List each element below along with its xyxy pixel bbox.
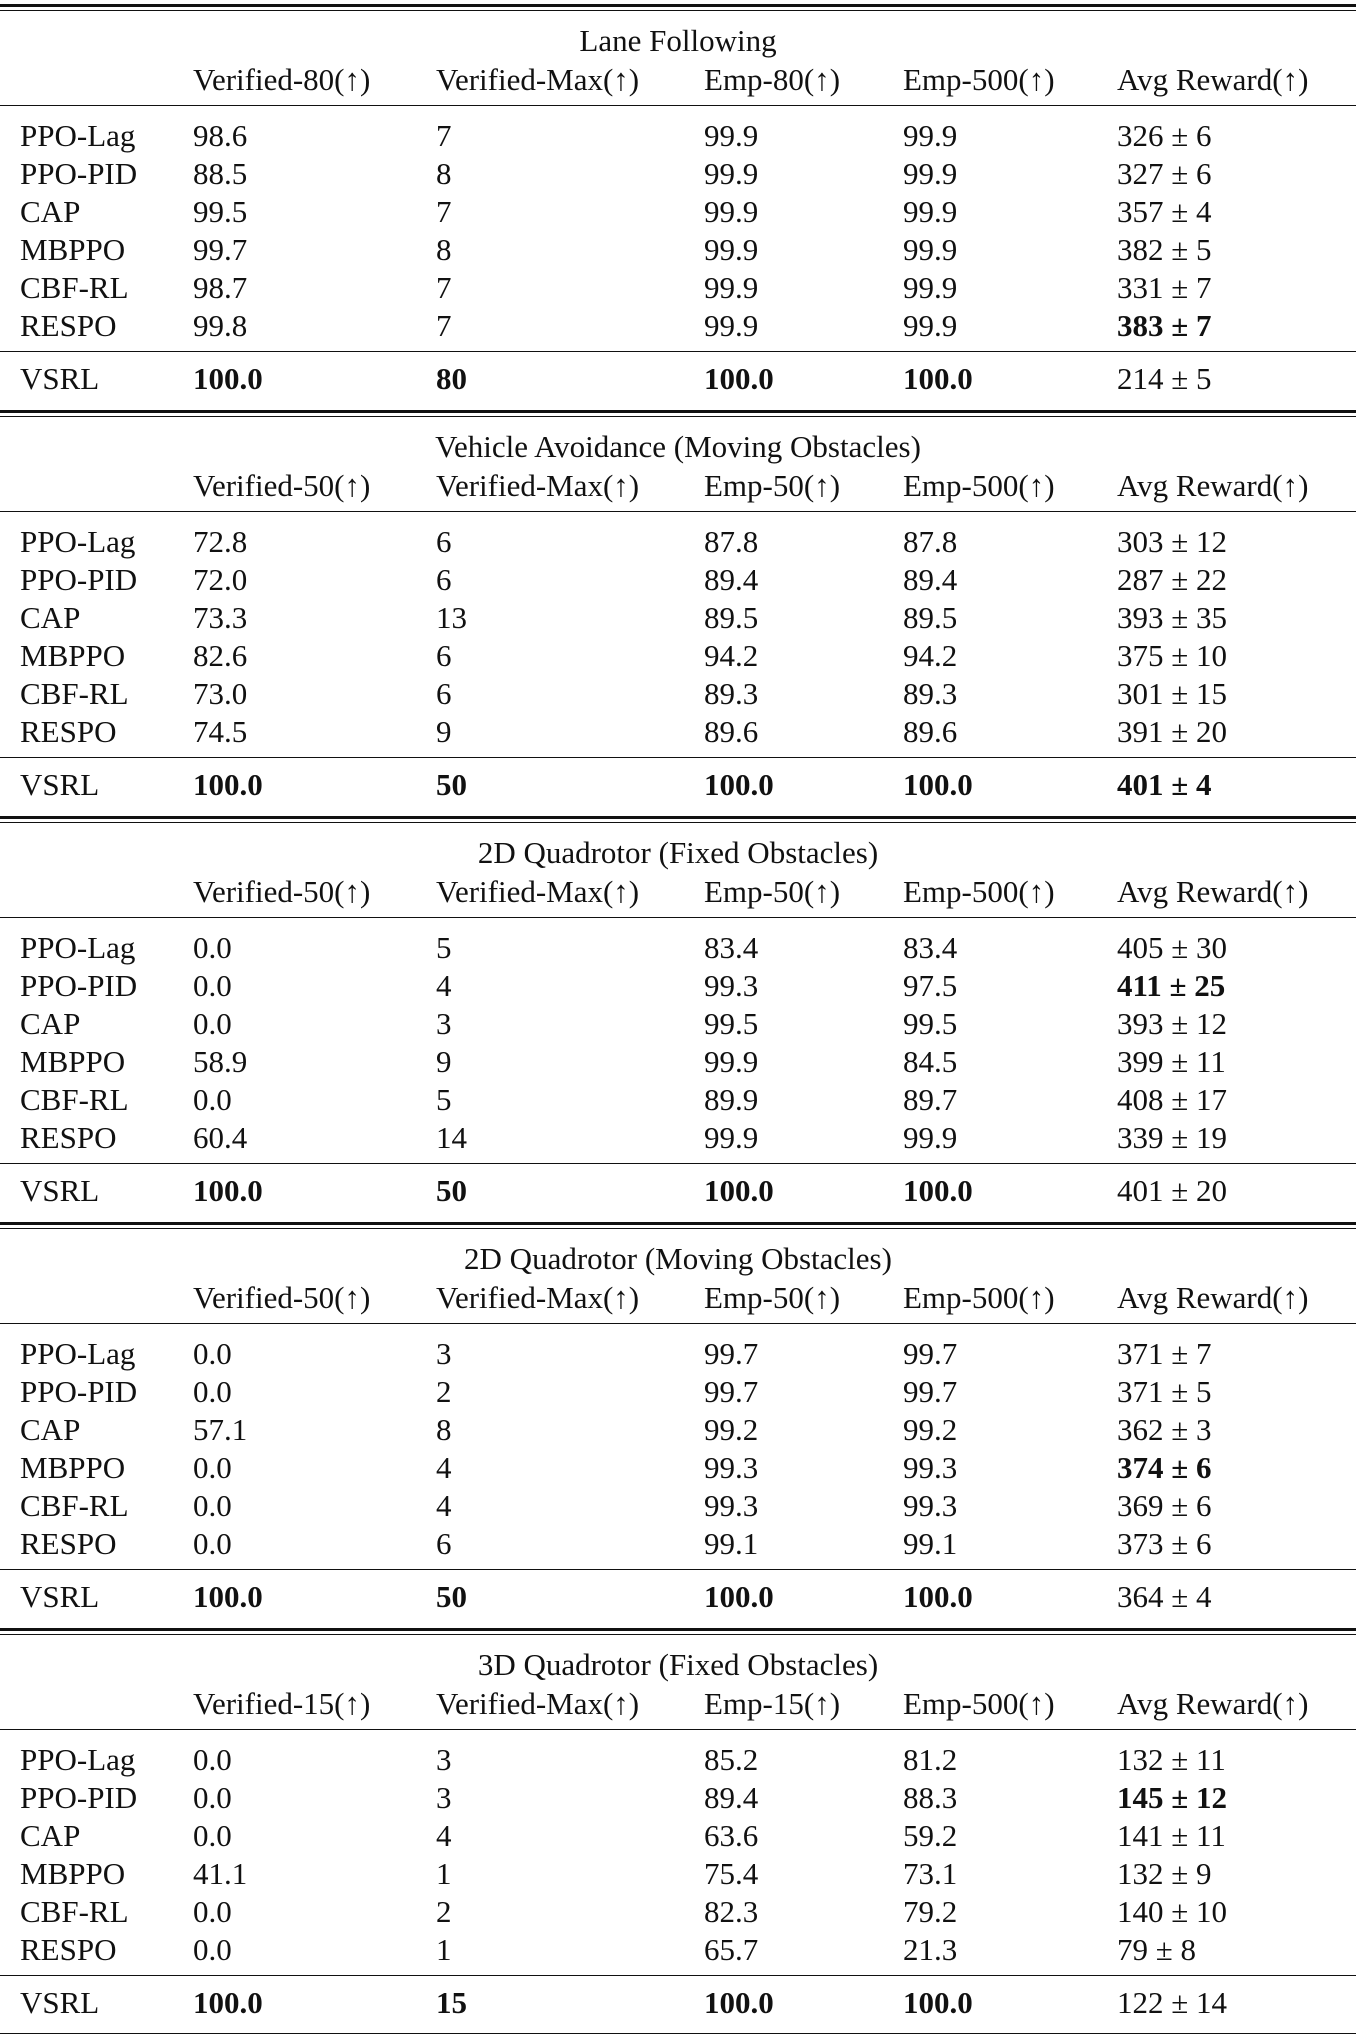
table-cell: 7 (436, 118, 452, 153)
table-cell: 0.0 (193, 1818, 232, 1853)
table-cell: 3 (436, 1780, 452, 1815)
table-cell: 99.9 (903, 118, 958, 153)
table-cell: 65.7 (704, 1932, 759, 1967)
column-header: Emp-500(↑) (903, 874, 1055, 909)
table-cell: 60.4 (193, 1120, 248, 1155)
column-header: Verified-Max(↑) (436, 62, 640, 97)
section-title: 2D Quadrotor (Fixed Obstacles) (477, 835, 879, 870)
table-cell: 100.0 (903, 1985, 973, 2020)
column-header: Avg Reward(↑) (1117, 62, 1309, 97)
table-cell: 87.8 (704, 524, 759, 559)
table-cell: 99.9 (704, 232, 759, 267)
table-cell: 369 ± 6 (1117, 1488, 1212, 1523)
table-cell: 99.5 (193, 194, 248, 229)
table-cell: 383 ± 7 (1117, 308, 1212, 343)
method-name: MBPPO (20, 1044, 126, 1079)
table-cell: 364 ± 4 (1117, 1579, 1212, 1614)
table-cell: 63.6 (704, 1818, 759, 1853)
table-cell: 8 (436, 232, 452, 267)
method-name: RESPO (20, 1932, 117, 1967)
table-cell: 0.0 (193, 930, 232, 965)
table-cell: 89.7 (903, 1082, 958, 1117)
table-cell: 0.0 (193, 1336, 232, 1371)
method-name: RESPO (20, 308, 117, 343)
section-title: 3D Quadrotor (Fixed Obstacles) (477, 1647, 879, 1682)
method-name: PPO-PID (20, 1780, 138, 1815)
table-cell: 88.5 (193, 156, 248, 191)
table-cell: 401 ± 4 (1117, 767, 1212, 802)
table-cell: 214 ± 5 (1117, 361, 1212, 396)
table-cell: 100.0 (704, 1985, 774, 2020)
table-cell: 301 ± 15 (1117, 676, 1228, 711)
table-cell: 57.1 (193, 1412, 248, 1447)
header-rule (0, 105, 1356, 106)
table-cell: 3 (436, 1336, 452, 1371)
table-cell: 99.9 (903, 1120, 958, 1155)
table-cell: 339 ± 19 (1117, 1120, 1228, 1155)
table-cell: 141 ± 11 (1117, 1818, 1226, 1853)
table-cell: 99.1 (704, 1526, 759, 1561)
table-cell: 99.8 (193, 308, 248, 343)
table-cell: 100.0 (903, 767, 973, 802)
column-header: Verified-80(↑) (193, 62, 371, 97)
column-header: Avg Reward(↑) (1117, 1686, 1309, 1721)
table-cell: 81.2 (903, 1742, 958, 1777)
column-header: Verified-Max(↑) (436, 874, 640, 909)
section-top-rule (0, 1222, 1356, 1225)
table-cell: 6 (436, 1526, 452, 1561)
table-cell: 89.5 (903, 600, 958, 635)
table-cell: 326 ± 6 (1117, 118, 1212, 153)
table-cell: 391 ± 20 (1117, 714, 1228, 749)
table-cell: 13 (436, 600, 467, 635)
table-cell: 100.0 (903, 1579, 973, 1614)
table-cell: 8 (436, 156, 452, 191)
table-cell: 58.9 (193, 1044, 248, 1079)
table-cell: 15 (436, 1985, 467, 2020)
table-cell: 98.7 (193, 270, 248, 305)
table-cell: 132 ± 9 (1117, 1856, 1212, 1891)
table-cell: 100.0 (193, 361, 263, 396)
method-name: MBPPO (20, 1856, 126, 1891)
table-cell: 145 ± 12 (1117, 1780, 1228, 1815)
section-top-rule (0, 816, 1356, 819)
section-top-rule (0, 416, 1356, 417)
table-cell: 0.0 (193, 1374, 232, 1409)
table-cell: 7 (436, 270, 452, 305)
method-name: PPO-Lag (20, 1742, 136, 1777)
method-name: CAP (20, 1006, 81, 1041)
table-cell: 99.7 (903, 1374, 958, 1409)
table-cell: 73.0 (193, 676, 248, 711)
table-cell: 375 ± 10 (1117, 638, 1228, 673)
table-cell: 82.6 (193, 638, 248, 673)
bottom-rule (0, 2033, 1356, 2034)
table-cell: 41.1 (193, 1856, 248, 1891)
table-cell: 99.3 (903, 1488, 958, 1523)
table-cell: 83.4 (903, 930, 958, 965)
table-cell: 8 (436, 1412, 452, 1447)
section-top-rule (0, 10, 1356, 11)
method-name: MBPPO (20, 1450, 126, 1485)
table-cell: 73.3 (193, 600, 248, 635)
section-top-rule (0, 4, 1356, 7)
table-cell: 85.2 (704, 1742, 759, 1777)
table-cell: 140 ± 10 (1117, 1894, 1228, 1929)
table-cell: 72.0 (193, 562, 248, 597)
table-cell: 100.0 (704, 1579, 774, 1614)
table-cell: 5 (436, 930, 452, 965)
method-name: CAP (20, 600, 81, 635)
section-title: Lane Following (579, 23, 777, 58)
table-cell: 331 ± 7 (1117, 270, 1212, 305)
table-cell: 4 (436, 1450, 452, 1485)
table-cell: 6 (436, 638, 452, 673)
table-cell: 0.0 (193, 1780, 232, 1815)
table-cell: 399 ± 11 (1117, 1044, 1226, 1079)
method-name: CBF-RL (20, 1082, 129, 1117)
vsrl-rule (0, 1975, 1356, 1976)
method-name: MBPPO (20, 232, 126, 267)
table-cell: 88.3 (903, 1780, 958, 1815)
table-cell: 3 (436, 1006, 452, 1041)
table-cell: 100.0 (193, 1579, 263, 1614)
table-cell: 357 ± 4 (1117, 194, 1212, 229)
column-header: Verified-50(↑) (193, 468, 371, 503)
table-cell: 362 ± 3 (1117, 1412, 1212, 1447)
method-name: VSRL (20, 361, 100, 396)
table-cell: 0.0 (193, 1742, 232, 1777)
method-name: CBF-RL (20, 676, 129, 711)
table-cell: 75.4 (704, 1856, 759, 1891)
table-cell: 79 ± 8 (1117, 1932, 1197, 1967)
method-name: PPO-PID (20, 1374, 138, 1409)
table-cell: 84.5 (903, 1044, 958, 1079)
table-cell: 94.2 (903, 638, 958, 673)
table-cell: 287 ± 22 (1117, 562, 1228, 597)
table-cell: 100.0 (704, 767, 774, 802)
table-cell: 100.0 (903, 1173, 973, 1208)
table-cell: 99.9 (704, 1044, 759, 1079)
table-cell: 1 (436, 1856, 452, 1891)
column-header: Verified-Max(↑) (436, 1280, 640, 1315)
section-title: Vehicle Avoidance (Moving Obstacles) (435, 429, 921, 464)
method-name: CAP (20, 194, 81, 229)
method-name: RESPO (20, 1120, 117, 1155)
column-header: Emp-500(↑) (903, 1686, 1055, 1721)
column-header: Avg Reward(↑) (1117, 468, 1309, 503)
table-cell: 2 (436, 1374, 452, 1409)
table-cell: 371 ± 7 (1117, 1336, 1212, 1371)
table-cell: 80 (436, 361, 467, 396)
column-header: Emp-50(↑) (704, 874, 841, 909)
table-cell: 99.2 (903, 1412, 958, 1447)
table-cell: 99.9 (903, 156, 958, 191)
table-cell: 382 ± 5 (1117, 232, 1212, 267)
table-cell: 5 (436, 1082, 452, 1117)
method-name: PPO-Lag (20, 118, 136, 153)
section-top-rule (0, 1228, 1356, 1229)
method-name: PPO-Lag (20, 930, 136, 965)
table-cell: 99.9 (704, 308, 759, 343)
column-header: Emp-80(↑) (704, 62, 841, 97)
table-cell: 6 (436, 524, 452, 559)
vsrl-rule (0, 1163, 1356, 1164)
method-name: PPO-Lag (20, 524, 136, 559)
table-cell: 99.9 (704, 194, 759, 229)
column-header: Verified-50(↑) (193, 874, 371, 909)
table-cell: 0.0 (193, 1006, 232, 1041)
table-cell: 99.7 (704, 1336, 759, 1371)
table-cell: 89.4 (704, 562, 759, 597)
method-name: CBF-RL (20, 1894, 129, 1929)
vsrl-rule (0, 757, 1356, 758)
method-name: CAP (20, 1818, 81, 1853)
table-cell: 99.3 (704, 1450, 759, 1485)
column-header: Avg Reward(↑) (1117, 874, 1309, 909)
table-cell: 99.7 (193, 232, 248, 267)
table-cell: 7 (436, 194, 452, 229)
table-cell: 72.8 (193, 524, 248, 559)
table-cell: 2 (436, 1894, 452, 1929)
table-cell: 4 (436, 968, 452, 1003)
method-name: VSRL (20, 1985, 100, 2020)
table-cell: 100.0 (704, 361, 774, 396)
section-top-rule (0, 410, 1356, 413)
method-name: CBF-RL (20, 270, 129, 305)
method-name: VSRL (20, 1173, 100, 1208)
table-cell: 79.2 (903, 1894, 958, 1929)
column-header: Emp-500(↑) (903, 468, 1055, 503)
method-name: PPO-Lag (20, 1336, 136, 1371)
table-cell: 0.0 (193, 1932, 232, 1967)
table-cell: 393 ± 12 (1117, 1006, 1228, 1041)
table-cell: 132 ± 11 (1117, 1742, 1226, 1777)
table-cell: 408 ± 17 (1117, 1082, 1228, 1117)
table-cell: 100.0 (193, 1173, 263, 1208)
column-header: Emp-500(↑) (903, 1280, 1055, 1315)
table-cell: 89.6 (903, 714, 958, 749)
table-cell: 100.0 (704, 1173, 774, 1208)
table-cell: 87.8 (903, 524, 958, 559)
table-cell: 89.6 (704, 714, 759, 749)
method-name: CAP (20, 1412, 81, 1447)
table-cell: 100.0 (193, 767, 263, 802)
table-cell: 83.4 (704, 930, 759, 965)
table-cell: 401 ± 20 (1117, 1173, 1228, 1208)
header-rule (0, 1729, 1356, 1730)
column-header: Emp-15(↑) (704, 1686, 841, 1721)
table-cell: 99.9 (903, 194, 958, 229)
table-cell: 411 ± 25 (1117, 968, 1226, 1003)
section-top-rule (0, 1634, 1356, 1635)
vsrl-rule (0, 1569, 1356, 1570)
table-cell: 0.0 (193, 1450, 232, 1485)
table-cell: 89.4 (903, 562, 958, 597)
table-cell: 405 ± 30 (1117, 930, 1228, 965)
table-cell: 99.7 (903, 1336, 958, 1371)
table-cell: 4 (436, 1818, 452, 1853)
table-cell: 99.7 (704, 1374, 759, 1409)
table-cell: 99.9 (704, 118, 759, 153)
table-cell: 100.0 (193, 1985, 263, 2020)
table-cell: 100.0 (903, 361, 973, 396)
table-cell: 9 (436, 1044, 452, 1079)
method-name: PPO-PID (20, 562, 138, 597)
header-rule (0, 511, 1356, 512)
table-cell: 97.5 (903, 968, 958, 1003)
header-rule (0, 917, 1356, 918)
table-cell: 0.0 (193, 1488, 232, 1523)
table-cell: 50 (436, 1579, 467, 1614)
method-name: RESPO (20, 714, 117, 749)
table-cell: 7 (436, 308, 452, 343)
table-cell: 73.1 (903, 1856, 958, 1891)
method-name: RESPO (20, 1526, 117, 1561)
column-header: Verified-Max(↑) (436, 1686, 640, 1721)
column-header: Emp-500(↑) (903, 62, 1055, 97)
table-cell: 99.5 (704, 1006, 759, 1041)
table-cell: 99.9 (704, 1120, 759, 1155)
table-cell: 393 ± 35 (1117, 600, 1228, 635)
table-cell: 99.9 (704, 270, 759, 305)
table-cell: 94.2 (704, 638, 759, 673)
method-name: PPO-PID (20, 156, 138, 191)
table-cell: 6 (436, 676, 452, 711)
vsrl-rule (0, 351, 1356, 352)
table-cell: 99.2 (704, 1412, 759, 1447)
table-cell: 89.4 (704, 1780, 759, 1815)
table-cell: 1 (436, 1932, 452, 1967)
table-cell: 74.5 (193, 714, 248, 749)
table-cell: 0.0 (193, 1082, 232, 1117)
table-cell: 89.5 (704, 600, 759, 635)
section-top-rule (0, 822, 1356, 823)
table-cell: 99.1 (903, 1526, 958, 1561)
table-cell: 99.3 (704, 1488, 759, 1523)
table-cell: 50 (436, 1173, 467, 1208)
method-name: CBF-RL (20, 1488, 129, 1523)
method-name: PPO-PID (20, 968, 138, 1003)
section-top-rule (0, 1628, 1356, 1631)
table-cell: 327 ± 6 (1117, 156, 1212, 191)
table-cell: 99.3 (903, 1450, 958, 1485)
table-cell: 99.9 (903, 270, 958, 305)
method-name: VSRL (20, 767, 100, 802)
table-cell: 99.3 (704, 968, 759, 1003)
table-cell: 50 (436, 767, 467, 802)
column-header: Verified-Max(↑) (436, 468, 640, 503)
table-cell: 99.9 (903, 232, 958, 267)
table-cell: 371 ± 5 (1117, 1374, 1212, 1409)
header-rule (0, 1323, 1356, 1324)
table-cell: 21.3 (903, 1932, 958, 1967)
table-cell: 89.9 (704, 1082, 759, 1117)
table-cell: 0.0 (193, 1894, 232, 1929)
column-header: Avg Reward(↑) (1117, 1280, 1309, 1315)
table-cell: 89.3 (704, 676, 759, 711)
table-cell: 0.0 (193, 968, 232, 1003)
column-header: Emp-50(↑) (704, 1280, 841, 1315)
table-cell: 14 (436, 1120, 467, 1155)
table-cell: 89.3 (903, 676, 958, 711)
table-cell: 122 ± 14 (1117, 1985, 1228, 2020)
table-cell: 303 ± 12 (1117, 524, 1228, 559)
table-cell: 6 (436, 562, 452, 597)
table-cell: 373 ± 6 (1117, 1526, 1212, 1561)
table-cell: 82.3 (704, 1894, 759, 1929)
table-cell: 9 (436, 714, 452, 749)
table-cell: 4 (436, 1488, 452, 1523)
table-cell: 0.0 (193, 1526, 232, 1561)
method-name: VSRL (20, 1579, 100, 1614)
column-header: Verified-50(↑) (193, 1280, 371, 1315)
table-cell: 99.9 (704, 156, 759, 191)
column-header: Verified-15(↑) (193, 1686, 371, 1721)
section-title: 2D Quadrotor (Moving Obstacles) (464, 1241, 892, 1276)
table-cell: 59.2 (903, 1818, 958, 1853)
column-header: Emp-50(↑) (704, 468, 841, 503)
table-cell: 98.6 (193, 118, 248, 153)
table-cell: 3 (436, 1742, 452, 1777)
table-cell: 99.9 (903, 308, 958, 343)
table-cell: 374 ± 6 (1117, 1450, 1212, 1485)
method-name: MBPPO (20, 638, 126, 673)
table-cell: 99.5 (903, 1006, 958, 1041)
